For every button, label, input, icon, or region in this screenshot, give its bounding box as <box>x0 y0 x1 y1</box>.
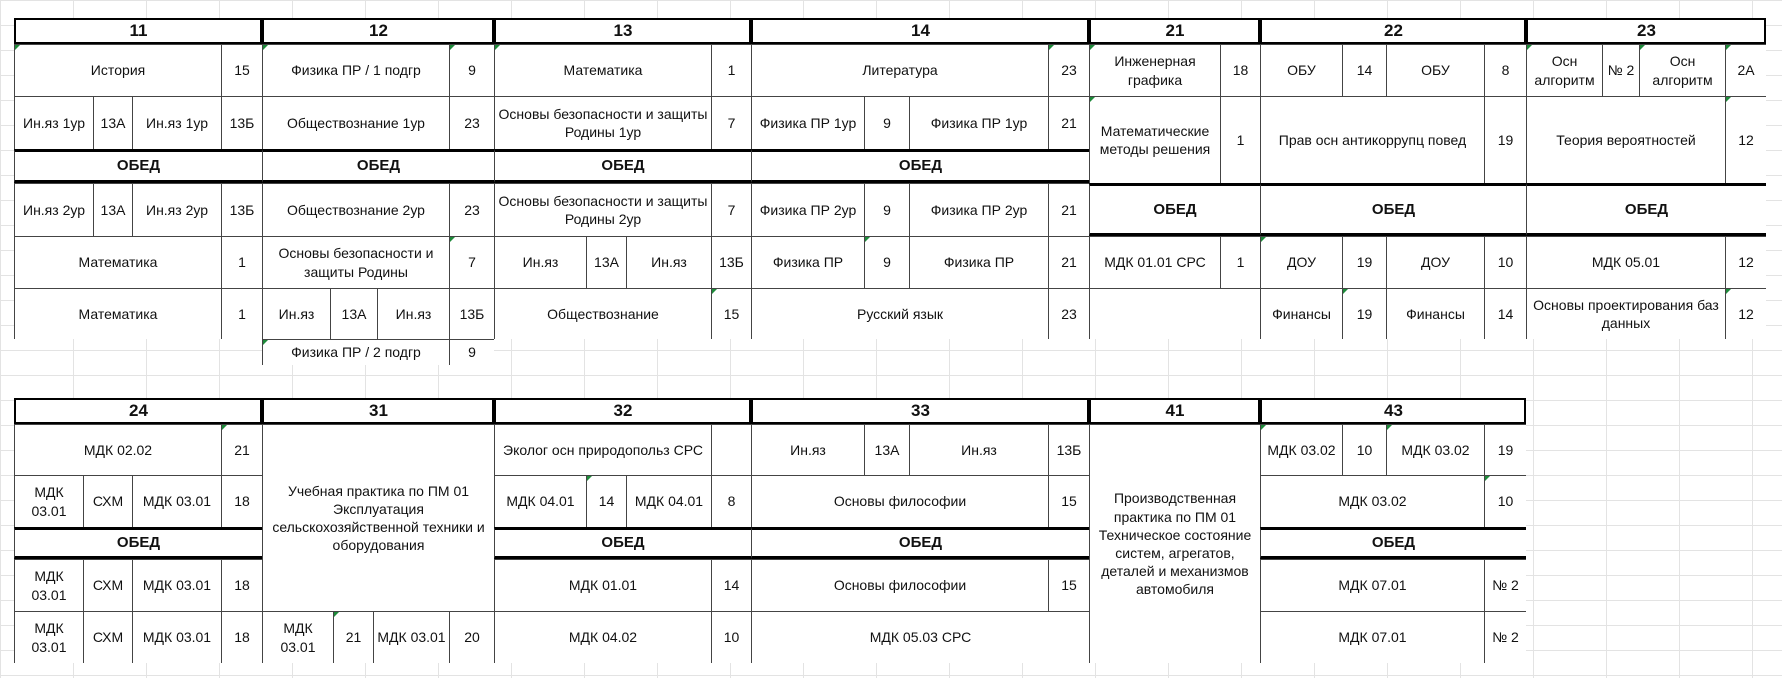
schedule-cell[interactable]: ДОУ <box>1260 236 1342 288</box>
group-header-13[interactable]: 13 <box>494 18 751 44</box>
schedule-cell[interactable]: Прав осн антикоррупц повед <box>1260 96 1484 183</box>
schedule-cell[interactable]: МДК 01.01 <box>494 559 711 611</box>
schedule-cell[interactable]: Ин.яз <box>626 236 711 288</box>
schedule-cell[interactable]: 13А <box>93 96 132 149</box>
schedule-cell[interactable]: Ин.яз <box>909 424 1048 475</box>
schedule-cell[interactable]: 21 <box>1048 96 1089 149</box>
schedule-cell[interactable]: Учебная практика по ПМ 01 Эксплуатация сельскохозяйственной техники и оборудования <box>262 424 494 611</box>
schedule-cell[interactable]: Русский язык <box>751 288 1048 339</box>
group-header-33[interactable]: 33 <box>751 398 1089 424</box>
schedule-cell[interactable]: 7 <box>449 236 494 288</box>
schedule-cell[interactable]: 21 <box>1048 183 1089 236</box>
lunch-row[interactable]: ОБЕД <box>262 149 494 183</box>
schedule-cell[interactable]: Обществознание 2ур <box>262 183 449 236</box>
schedule-cell[interactable]: ОБУ <box>1260 44 1342 96</box>
schedule-cell[interactable]: МДК 03.01 <box>132 475 221 527</box>
schedule-cell[interactable]: 12 <box>1725 96 1766 183</box>
schedule-cell[interactable]: 15 <box>1048 559 1089 611</box>
schedule-cell[interactable]: 10 <box>1484 236 1526 288</box>
schedule-cell[interactable]: Ин.яз 2ур <box>132 183 221 236</box>
schedule-cell[interactable]: 13Б <box>221 183 262 236</box>
schedule-cell[interactable]: Ин.яз 2ур <box>14 183 93 236</box>
group-header-23[interactable]: 23 <box>1526 18 1766 44</box>
group-header-22[interactable]: 22 <box>1260 18 1526 44</box>
schedule-cell[interactable]: № 2 <box>1484 611 1526 663</box>
schedule-cell[interactable]: 21 <box>1048 236 1089 288</box>
schedule-cell[interactable]: МДК 07.01 <box>1260 559 1484 611</box>
schedule-cell[interactable]: МДК 04.01 <box>626 475 711 527</box>
group-header-43[interactable]: 43 <box>1260 398 1526 424</box>
schedule-cell[interactable]: МДК 03.01 <box>132 559 221 611</box>
schedule-cell[interactable] <box>1089 288 1260 339</box>
schedule-cell[interactable]: 18 <box>1220 44 1260 96</box>
lunch-row[interactable]: ОБЕД <box>751 149 1089 183</box>
lunch-row[interactable]: ОБЕД <box>1260 183 1526 236</box>
schedule-cell[interactable]: 9 <box>449 44 494 96</box>
schedule-cell[interactable]: Ин.яз <box>751 424 864 475</box>
group-header-24[interactable]: 24 <box>14 398 262 424</box>
schedule-cell[interactable]: 10 <box>1484 475 1526 527</box>
schedule-cell[interactable]: 1 <box>1220 96 1260 183</box>
schedule-cell[interactable]: Физика ПР 1ур <box>909 96 1048 149</box>
schedule-cell[interactable]: 15 <box>711 288 751 339</box>
schedule-cell[interactable]: МДК 03.01 <box>14 559 83 611</box>
schedule-cell[interactable]: 21 <box>333 611 373 663</box>
schedule-cell[interactable]: 1 <box>1220 236 1260 288</box>
lunch-row[interactable]: ОБЕД <box>494 149 751 183</box>
schedule-cell[interactable]: 19 <box>1342 236 1386 288</box>
schedule-cell[interactable]: Физика ПР 2ур <box>751 183 864 236</box>
schedule-cell[interactable]: МДК 02.02 <box>14 424 221 475</box>
schedule-cell[interactable]: Основы безопасности и защиты Родины 2ур <box>494 183 711 236</box>
schedule-cell[interactable]: Ин.яз 1ур <box>14 96 93 149</box>
schedule-cell[interactable]: Обществознание 1ур <box>262 96 449 149</box>
lunch-row[interactable]: ОБЕД <box>1089 183 1260 236</box>
schedule-cell[interactable]: МДК 03.01 <box>14 611 83 663</box>
schedule-cell[interactable]: 23 <box>449 183 494 236</box>
schedule-cell[interactable]: Физика ПР 2ур <box>909 183 1048 236</box>
schedule-cell[interactable]: Математические методы решения <box>1089 96 1220 183</box>
lunch-row[interactable]: ОБЕД <box>494 527 751 559</box>
schedule-cell[interactable]: 1 <box>221 236 262 288</box>
group-header-41[interactable]: 41 <box>1089 398 1260 424</box>
schedule-cell[interactable]: 21 <box>221 424 262 475</box>
schedule-cell[interactable]: МДК 03.01 <box>14 475 83 527</box>
schedule-cell[interactable]: МДК 03.01 <box>132 611 221 663</box>
schedule-cell[interactable]: Финансы <box>1386 288 1484 339</box>
schedule-cell[interactable]: 13Б <box>221 96 262 149</box>
schedule-cell[interactable]: Основы философии <box>751 559 1048 611</box>
schedule-cell[interactable]: 23 <box>1048 288 1089 339</box>
schedule-cell[interactable]: Эколог осн природопольз СРС <box>494 424 711 475</box>
schedule-cell[interactable]: 18 <box>221 611 262 663</box>
schedule-cell[interactable]: 13Б <box>1048 424 1089 475</box>
schedule-cell[interactable]: 14 <box>1342 44 1386 96</box>
schedule-cell[interactable]: 1 <box>711 44 751 96</box>
lunch-row[interactable]: ОБЕД <box>1260 527 1526 559</box>
schedule-cell[interactable]: 14 <box>711 559 751 611</box>
schedule-cell[interactable]: Литература <box>751 44 1048 96</box>
schedule-cell[interactable]: 19 <box>1342 288 1386 339</box>
schedule-cell[interactable]: МДК 03.02 <box>1260 475 1484 527</box>
schedule-cell[interactable]: Математика <box>14 288 221 339</box>
schedule-cell[interactable]: Производственная практика по ПМ 01 Техническое состояние систем, агрегатов, деталей и механизмов автомобиля <box>1089 424 1260 663</box>
schedule-cell[interactable]: МДК 03.02 <box>1386 424 1484 475</box>
schedule-cell[interactable]: 8 <box>711 475 751 527</box>
schedule-cell[interactable]: 9 <box>864 236 909 288</box>
schedule-cell[interactable]: 13А <box>586 236 626 288</box>
schedule-cell[interactable]: 7 <box>711 183 751 236</box>
schedule-cell[interactable]: Истoрия <box>14 44 221 96</box>
schedule-cell[interactable]: СХМ <box>83 611 132 663</box>
schedule-cell[interactable]: Математика <box>14 236 221 288</box>
schedule-cell[interactable]: 23 <box>449 96 494 149</box>
schedule-cell[interactable] <box>711 424 751 475</box>
schedule-cell[interactable]: Физика ПР / 2 подгр <box>262 339 449 365</box>
schedule-cell[interactable]: МДК 03.01 <box>262 611 333 663</box>
schedule-cell[interactable]: МДК 05.01 <box>1526 236 1725 288</box>
schedule-cell[interactable]: 14 <box>586 475 626 527</box>
schedule-cell[interactable]: МДК 01.01 СРС <box>1089 236 1220 288</box>
schedule-cell[interactable]: Осн алгоритм <box>1639 44 1725 96</box>
schedule-cell[interactable]: Физика ПР <box>751 236 864 288</box>
schedule-cell[interactable]: МДК 03.01 <box>373 611 449 663</box>
schedule-cell[interactable]: СХМ <box>83 475 132 527</box>
schedule-cell[interactable]: Ин.яз 1ур <box>132 96 221 149</box>
schedule-cell[interactable]: 20 <box>449 611 494 663</box>
schedule-cell[interactable]: Инженерная графика <box>1089 44 1220 96</box>
schedule-cell[interactable]: Финансы <box>1260 288 1342 339</box>
lunch-row[interactable]: ОБЕД <box>14 149 262 183</box>
schedule-cell[interactable]: МДК 07.01 <box>1260 611 1484 663</box>
schedule-cell[interactable]: 23 <box>1048 44 1089 96</box>
schedule-cell[interactable]: 19 <box>1484 96 1526 183</box>
schedule-cell[interactable]: 10 <box>1342 424 1386 475</box>
schedule-cell[interactable]: 15 <box>1048 475 1089 527</box>
schedule-cell[interactable]: 12 <box>1725 288 1766 339</box>
schedule-cell[interactable]: 8 <box>1484 44 1526 96</box>
schedule-cell[interactable]: 19 <box>1484 424 1526 475</box>
schedule-cell[interactable]: Основы безопасности и защиты Родины <box>262 236 449 288</box>
schedule-cell[interactable]: Основы безопасности и защиты Родины 1ур <box>494 96 711 149</box>
schedule-cell[interactable]: МДК 03.02 <box>1260 424 1342 475</box>
schedule-cell[interactable]: 13Б <box>449 288 494 339</box>
lunch-row[interactable]: ОБЕД <box>1526 183 1766 236</box>
schedule-cell[interactable]: 13А <box>93 183 132 236</box>
schedule-cell[interactable]: МДК 04.02 <box>494 611 711 663</box>
schedule-cell[interactable]: Ин.яз <box>262 288 330 339</box>
schedule-cell[interactable]: 18 <box>221 559 262 611</box>
schedule-cell[interactable]: 14 <box>1484 288 1526 339</box>
group-header-32[interactable]: 32 <box>494 398 751 424</box>
group-header-14[interactable]: 14 <box>751 18 1089 44</box>
schedule-cell[interactable]: 1 <box>221 288 262 339</box>
group-header-12[interactable]: 12 <box>262 18 494 44</box>
schedule-cell[interactable]: Осн алгоритм <box>1526 44 1602 96</box>
schedule-cell[interactable]: Обществознание <box>494 288 711 339</box>
group-header-11[interactable]: 11 <box>14 18 262 44</box>
schedule-cell[interactable]: 13Б <box>711 236 751 288</box>
schedule-cell[interactable]: Физика ПР 1ур <box>751 96 864 149</box>
schedule-cell[interactable]: Математика <box>494 44 711 96</box>
schedule-cell[interactable]: 13А <box>330 288 377 339</box>
schedule-cell[interactable]: 9 <box>864 96 909 149</box>
schedule-cell[interactable]: Основы философии <box>751 475 1048 527</box>
schedule-cell[interactable]: 9 <box>864 183 909 236</box>
schedule-cell[interactable]: Физика ПР <box>909 236 1048 288</box>
schedule-cell[interactable]: 9 <box>449 339 494 365</box>
schedule-cell[interactable]: 12 <box>1725 236 1766 288</box>
schedule-cell[interactable]: МДК 04.01 <box>494 475 586 527</box>
schedule-cell[interactable]: 15 <box>221 44 262 96</box>
schedule-cell[interactable]: ОБУ <box>1386 44 1484 96</box>
schedule-cell[interactable]: 13А <box>864 424 909 475</box>
group-header-21[interactable]: 21 <box>1089 18 1260 44</box>
schedule-cell[interactable]: Физика ПР / 1 подгр <box>262 44 449 96</box>
schedule-cell[interactable]: ДОУ <box>1386 236 1484 288</box>
schedule-cell[interactable]: Основы проектирования баз данных <box>1526 288 1725 339</box>
schedule-cell[interactable]: № 2 <box>1602 44 1639 96</box>
schedule-cell[interactable]: 2А <box>1725 44 1766 96</box>
schedule-cell[interactable]: № 2 <box>1484 559 1526 611</box>
schedule-cell[interactable]: Ин.яз <box>377 288 449 339</box>
group-header-31[interactable]: 31 <box>262 398 494 424</box>
schedule-cell[interactable]: 10 <box>711 611 751 663</box>
lunch-row[interactable]: ОБЕД <box>751 527 1089 559</box>
schedule-cell[interactable]: 18 <box>221 475 262 527</box>
schedule-cell[interactable]: Ин.яз <box>494 236 586 288</box>
schedule-cell[interactable]: МДК 05.03 СРС <box>751 611 1089 663</box>
lunch-row[interactable]: ОБЕД <box>14 527 262 559</box>
schedule-cell[interactable]: 7 <box>711 96 751 149</box>
schedule-cell[interactable]: СХМ <box>83 559 132 611</box>
schedule-cell[interactable]: Теория вероятностей <box>1526 96 1725 183</box>
